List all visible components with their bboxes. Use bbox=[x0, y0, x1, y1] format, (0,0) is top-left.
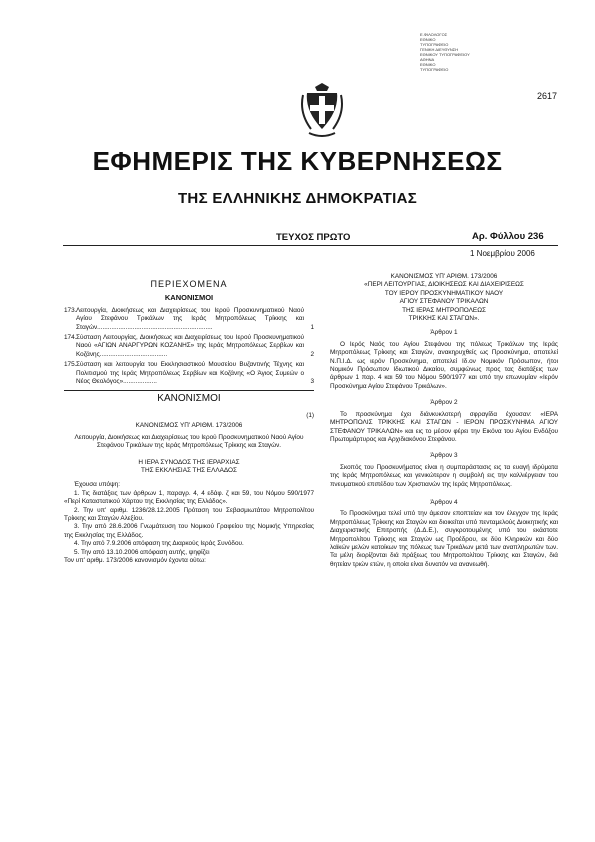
masthead-divider bbox=[63, 245, 558, 246]
issue-date: 1 Νοεμβρίου 2006 bbox=[470, 249, 535, 258]
toc-divider bbox=[64, 390, 314, 391]
article-text: Το προσκύνημα έχει διάνκυκλοτερή σφραγίδα έχουσαν: «ΙΕΡΑ ΜΗΤΡΟΠΟΛΙΣ ΤΡΙΚΚΗΣ ΚΑΙ ΣΤΑΓΩΝ - ΙΕΡΟΝ ΠΡΟΣΚΥΝΗΜΑ ΑΓΙΟΥ ΣΤΕΦΑΝΟΥ ΤΡΙΚΑΛΩΝ» και εις το μέσον φέρει την Εικόνα του Αγίου Ενδόξου Πρωτομάρτυρος και Αρχιδιακόνου Στεφάνου. bbox=[330, 410, 558, 443]
issue-label: ΤΕΥΧΟΣ ΠΡΩΤΟ bbox=[276, 232, 351, 243]
synod-line: ΤΗΣ ΕΚΚΛΗΣΙΑΣ ΤΗΣ ΕΛΛΑΔΟΣ bbox=[141, 466, 237, 474]
imprint-line: Ε.ΦΙΛΟΛΟΓΟΣ bbox=[420, 32, 448, 37]
right-column bbox=[330, 273, 558, 569]
toc-subheading: ΚΑΝΟΝΙΣΜΟΙ bbox=[164, 293, 214, 303]
consideration-point: 3. Την από 28.6.2006 Γνωμάτευση του Νομικού Γραφείου της Νομικής Υπηρεσίας της Εκκλησίας της Ελλάδος. bbox=[64, 523, 314, 539]
toc-item bbox=[64, 307, 314, 332]
having-in-mind: Έχουσα υπόψη: bbox=[74, 481, 121, 489]
regulation-subject-line: ΤΗΣ ΙΕΡΑΣ ΜΗΤΡΟΠΟΛΕΩΣ bbox=[402, 306, 486, 314]
consideration-point: 1. Τις διατάξεις των άρθρων 1, παραγρ. 4, 4 εδάφ. ζ και 59, του Νόμου 590/1977 «Περί Καταστατικού Χάρτου της Εκκλησίας της Ελλάδος». bbox=[64, 489, 314, 506]
article-heading: Άρθρον 4 bbox=[430, 498, 458, 506]
consideration-point: 5. Την από 13.10.2006 απόφαση αυτής, ψηφίζει bbox=[74, 548, 210, 556]
imprint-line: ΤΥΠΟΓΡΑΦΕΙΟ bbox=[420, 67, 449, 72]
footnote-mark: (1) bbox=[306, 411, 314, 419]
toc-item-text: Σύσταση και λειτουργία του Εκκλησιαστικού Μουσείου Βυζαντινής Τέχνης και Πολιτισμού της Ιεράς Μητροπόλεως Σερβίων και Κοζάνης «Ο Άγιος Συμεών ο Νέος Θεολόγος»................... bbox=[76, 361, 304, 386]
gazette-subtitle: ΤΗΣ ΕΛΛΗΝΙΚΗΣ ΔΗΜΟΚΡΑΤΙΑΣ bbox=[177, 190, 418, 207]
regulation-title-right: ΚΑΝΟΝΙΣΜΟΣ ΥΠ' ΑΡΙΘΜ. 173/2006 bbox=[390, 273, 498, 280]
toc-item-number: 175. bbox=[64, 361, 77, 369]
imprint-line: ΤΥΠΟΓΡΑΦΕΙΟ bbox=[420, 42, 449, 47]
imprint-line: ΓΕΝΙΚΗ ΔΙΕΥΘΥΝΣΗ bbox=[420, 47, 459, 52]
consideration-point: 2. Την υπ' αριθμ. 1236/28.12.2005 Πρόταση του Σεβασμιωτάτου Μητροπολίτου Τρίκκης και Σταγών Αλεξίου. bbox=[64, 506, 314, 522]
toc-item-page: 1 bbox=[310, 323, 314, 331]
regulation-subject: Λειτουργία, Διοικήσεως και Διαχειρίσεως του Ιερού Προσκυνηματικού Ναού Αγίου Στεφάνου Τρικάλων της Ιεράς Μητροπόλεως Τρίκκης και Σταγών. bbox=[74, 433, 304, 450]
section-title: ΚΑΝΟΝΙΣΜΟΙ bbox=[157, 393, 221, 405]
article-heading: Άρθρον 3 bbox=[430, 452, 458, 460]
article-text: Σκοπός του Προσκυνήματος είναι η συμπαράστασις εις τα ευαγή ιδρύματα της Ιεράς Μητροπόλεως και γενικώτερον η συμβολή εις την καλλιέργειαν του πνευματικού επιπέδου των Χριστιανών της Ιεράς Μητροπόλεως. bbox=[330, 463, 558, 488]
closing-line: Τον υπ' αριθμ. 173/2006 κανονισμόν έχοντα ούτω: bbox=[64, 556, 206, 564]
article-heading: Άρθρον 1 bbox=[430, 329, 458, 337]
sheet-number: Αρ. Φύλλου 236 bbox=[472, 231, 544, 242]
article-text: Ο Ιερός Ναός του Αγίου Στεφάνου της πόλεως Τρικάλων της Ιεράς Μητροπόλεως Τρίκκης και Σταγών, ανακηρυχθείς ως Προσκύνημα, αποτελεί Ν.Π.Ι.Δ. ως ιερόν Προσκύνημα, αποτελεί Ιδ.ον Νομικόν Πρόσωπον, ήτοι Νομικόν Πρόσωπον Ιδιωτικού Δικαίου, συμφώνως προς τας διατάξεις των άρθρων 1 παρ. 4 και 59 του Νόμου 590/1977 και υπό την επωνυμίαν «Ιερόν Προσκύνημα Αγίου Στεφάνου Τρικάλων». bbox=[330, 340, 558, 390]
toc-item-page: 2 bbox=[310, 350, 314, 358]
consideration-point: 4. Την από 7.9.2006 απόφαση της Διαρκούς Ιεράς Συνόδου. bbox=[74, 540, 244, 548]
gazette-title: ΕΦΗΜΕΡΙΣ ΤΗΣ ΚΥΒΕΡΝΗΣΕΩΣ bbox=[92, 146, 503, 176]
toc-item-text: Σύσταση Λειτουργίας, Διοικήσεως και Διαχειρίσεως του Ιερού Προσκυνηματικού Ναού «ΑΓΙΩΝ ΑΝΑΡΓΥΡΩΝ ΚΟΖΑΝΗΣ» της Ιεράς Μητροπόλεως Σερβίων και Κοζάνης...................................... bbox=[76, 334, 304, 358]
regulation-subject-line: «ΠΕΡΙ ΛΕΙΤΟΥΡΓΙΑΣ, ΔΙΟΙΚΗΣΕΩΣ ΚΑΙ ΔΙΑΧΕΙΡΙΣΕΩΣ bbox=[364, 281, 524, 289]
toc-item-text: Λειτουργία, Διοικήσεως και Διαχειρίσεως του Ιερού Προσκυνηματικού Ναού Αγίου Στεφάνου Τρικάλων της Ιεράς Μητροπόλεως Τρίκκης και Σταγών................................................................. bbox=[76, 306, 304, 331]
greek-coat-of-arms-emblem bbox=[297, 81, 347, 141]
regulation-title: ΚΑΝΟΝΙΣΜΟΣ ΥΠ' ΑΡΙΘΜ. 173/2006 bbox=[135, 422, 243, 430]
toc-item-page: 3 bbox=[310, 378, 314, 386]
imprint-line: ΕΘΝΙΚΟ bbox=[420, 37, 436, 42]
regulation-subject-line: ΑΓΙΟΥ ΣΤΕΦΑΝΟΥ ΤΡΙΚΑΛΩΝ bbox=[399, 298, 489, 306]
toc-item bbox=[64, 361, 314, 386]
page-number: 2617 bbox=[537, 91, 558, 101]
article-text: Το Προσκύνημα τελεί υπό την άμεσον εποπτείαν και τον έλεγχον της Ιεράς Μητροπόλεως Τρίκκης και Σταγών και διοικείται υπό πενταμελούς Διοικητικής και Διαχειριστικής Επιτροπής (Δ.Δ.Ε.), συγκροτουμένης υπό του εκάστοτε Μητροπολίτου Τρίκκης και Σταγών ως Προέδρου, εκ δύο Κληρικών και δύο λαϊκών μελών κατοίκων της πόλεως των Τρικάλων μετά των αναπληρωτών των. Τα μέλη διορίζονται διά πράξεως του Μητροπολίτου Τρίκκης και Σταγών, διά θητείαν τριών ετών, η οποία είναι δυνατόν να ανανεωθή. bbox=[330, 510, 558, 568]
synod-line: Η ΙΕΡΑ ΣΥΝΟΔΟΣ ΤΗΣ ΙΕΡΑΡΧΙΑΣ bbox=[138, 458, 240, 466]
regulation-subject-line: ΤΡΙΚΚΗΣ ΚΑΙ ΣΤΑΓΩΝ». bbox=[408, 315, 480, 323]
regulation-subject-line: ΤΟΥ ΙΕΡΟΥ ΠΡΟΣΚΥΝΗΜΑΤΙΚΟΥ ΝΑΟΥ bbox=[384, 289, 504, 297]
imprint-line: ΕΘΝΙΚΟΥ ΤΥΠΟΓΡΑΦΕΙΟΥ bbox=[420, 52, 470, 57]
imprint-line: ΑΘΗΝΑ bbox=[420, 57, 435, 62]
toc-item bbox=[64, 334, 314, 359]
toc-item-number: 174. bbox=[64, 334, 77, 342]
toc-item-number: 173. bbox=[64, 306, 77, 314]
left-column bbox=[64, 280, 314, 565]
imprint-block bbox=[420, 32, 480, 72]
article-heading: Άρθρον 2 bbox=[430, 399, 458, 407]
imprint-line: ΕΘΝΙΚΟ bbox=[420, 62, 436, 67]
toc-heading: ΠΕΡΙΕΧΟΜΕΝΑ bbox=[150, 279, 228, 289]
